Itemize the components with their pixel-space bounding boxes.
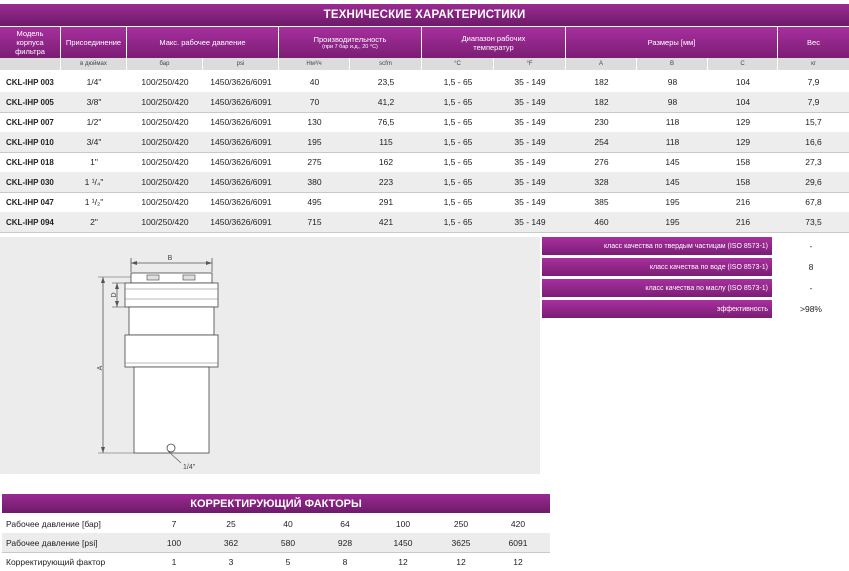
header-temp-label: Диапазон рабочих температур (461, 33, 526, 52)
spec-cell-b: 195 (665, 217, 680, 227)
spec-cell-psi: 1450/3626/6091 (210, 137, 272, 147)
factor-row-label: Рабочее давление [бар] (6, 518, 101, 529)
port-right (183, 275, 195, 280)
factor-value: 40 (283, 518, 293, 529)
spec-cell-nm3h: 715 (307, 217, 322, 227)
header-flow-sub: (при 7 бар и.д., 20 °С) (322, 43, 378, 50)
spec-row (0, 92, 849, 112)
spec-cell-conn: 3/8" (86, 97, 102, 107)
spec-cell-tc: 1,5 - 65 (443, 177, 473, 187)
factors-title: КОРРЕКТИРУЮЩИЙ ФАКТОРЫ (2, 494, 550, 513)
factor-value: 100 (166, 537, 182, 548)
spec-cell-tf: 35 - 149 (514, 117, 546, 127)
header-flow-label: Производительность (313, 34, 387, 44)
spec-cell-psi: 1450/3626/6091 (210, 157, 272, 167)
unit-inches: в дюймах (61, 58, 127, 70)
spec-cell-psi: 1450/3626/6091 (210, 217, 272, 227)
drain-label: 1/4" (183, 464, 196, 471)
head-collar (129, 307, 214, 335)
spec-cell-kg: 73,5 (805, 217, 822, 227)
bowl-body (134, 367, 209, 453)
header-connection-label: Присоединение (65, 38, 122, 47)
factor-value: 580 (280, 537, 296, 548)
spec-cell-conn: 3/4" (86, 137, 102, 147)
spec-cell-a: 385 (594, 197, 609, 207)
spec-cell-kg: 27,3 (805, 157, 822, 167)
quality-label: класс качества по воде (ISO 8573-1) (542, 258, 772, 276)
spec-cell-conn: 1/4" (86, 77, 102, 87)
spec-cell-b: 195 (665, 197, 680, 207)
spec-cell-scfm: 23,5 (377, 77, 395, 87)
spec-cell-bar: 100/250/420 (141, 217, 189, 227)
spec-cell-b: 98 (667, 77, 678, 87)
spec-cell-tc: 1,5 - 65 (443, 157, 473, 167)
spec-cell-conn: 1 ¹/₂" (84, 197, 104, 207)
factor-value: 7 (171, 518, 177, 529)
header-dims (566, 27, 778, 58)
spec-cell-tc: 1,5 - 65 (443, 217, 473, 227)
spec-cell-b: 118 (665, 117, 680, 127)
spec-cell-nm3h: 130 (307, 117, 322, 127)
factor-row-label: Рабочее давление [psi] (6, 537, 98, 548)
factor-value: 362 (223, 537, 239, 548)
spec-cell-conn: 1" (90, 157, 98, 167)
unit-blank (0, 58, 61, 70)
spec-cell-kg: 7,9 (807, 97, 820, 107)
header-pressure-label: Макс. рабочее давление (159, 38, 246, 47)
head-top (131, 273, 212, 283)
unit-b: B (637, 58, 708, 70)
spec-cell-psi: 1450/3626/6091 (210, 177, 272, 187)
factor-row (2, 514, 550, 533)
unit-a: A (566, 58, 637, 70)
head-body (125, 283, 218, 307)
spec-cell-psi: 1450/3626/6091 (210, 77, 272, 87)
spec-cell-model: CKL-IHP 018 (6, 157, 54, 167)
spec-cell-model: CKL-IHP 094 (6, 217, 54, 227)
spec-cell-scfm: 223 (378, 177, 394, 187)
spec-cell-conn: 1/2" (86, 117, 102, 127)
spec-cell-tc: 1,5 - 65 (443, 77, 473, 87)
unit-celsius: °C (422, 58, 494, 70)
spec-cell-scfm: 41,2 (377, 97, 395, 107)
spec-cell-bar: 100/250/420 (141, 177, 189, 187)
spec-cell-scfm: 76,5 (377, 117, 395, 127)
spec-cell-kg: 7,9 (807, 77, 820, 87)
spec-cell-kg: 16,6 (805, 137, 822, 147)
spec-cell-tc: 1,5 - 65 (443, 197, 473, 207)
spec-cell-tf: 35 - 149 (514, 177, 546, 187)
factor-value: 25 (226, 518, 236, 529)
spec-cell-scfm: 162 (378, 157, 394, 167)
spec-cell-b: 98 (667, 97, 678, 107)
spec-cell-model: CKL-IHP 010 (6, 137, 54, 147)
spec-cell-psi: 1450/3626/6091 (210, 117, 272, 127)
factor-value: 1450 (393, 537, 413, 548)
spec-cell-tc: 1,5 - 65 (443, 137, 473, 147)
spec-cell-scfm: 421 (378, 217, 394, 227)
spec-cell-nm3h: 195 (307, 137, 322, 147)
spec-cell-tc: 1,5 - 65 (443, 97, 473, 107)
spec-cell-nm3h: 380 (307, 177, 322, 187)
spec-cell-c: 129 (735, 137, 751, 147)
spec-row (0, 152, 849, 172)
spec-row (0, 72, 849, 92)
header-pressure (127, 27, 279, 58)
unit-kg: кг (778, 58, 849, 70)
spec-cell-a: 230 (594, 117, 609, 127)
spec-cell-kg: 15,7 (805, 117, 822, 127)
spec-cell-conn: 2" (90, 217, 98, 227)
spec-cell-tf: 35 - 149 (514, 197, 546, 207)
spec-cell-a: 182 (594, 77, 609, 87)
factor-value: 5 (285, 556, 291, 567)
spec-row (0, 132, 849, 152)
spec-cell-c: 216 (735, 217, 751, 227)
factor-row (2, 552, 550, 571)
header-model (0, 27, 61, 58)
unit-nm3h: Нм³/ч (279, 58, 350, 70)
factor-value: 6091 (508, 537, 528, 548)
unit-fahrenheit: °F (494, 58, 566, 70)
factor-value: 928 (337, 537, 353, 548)
row-divider (0, 232, 849, 233)
spec-cell-nm3h: 275 (307, 157, 322, 167)
header-weight-label: Вес (807, 38, 820, 47)
spec-cell-model: CKL-IHP 005 (6, 97, 54, 107)
specs-title: ТЕХНИЧЕСКИЕ ХАРАКТЕРИСТИКИ (0, 4, 849, 26)
spec-cell-tf: 35 - 149 (514, 97, 546, 107)
filter-housing-drawing (0, 237, 540, 474)
spec-cell-model: CKL-IHP 007 (6, 117, 54, 127)
dim-a-label: A (97, 365, 104, 371)
spec-row (0, 192, 849, 212)
spec-cell-tc: 1,5 - 65 (443, 117, 473, 127)
spec-cell-c: 216 (735, 197, 751, 207)
factor-value: 3625 (451, 537, 471, 548)
factor-row (2, 533, 550, 552)
header-flow (279, 27, 422, 58)
port-left (147, 275, 159, 280)
spec-cell-scfm: 115 (379, 137, 393, 147)
spec-cell-psi: 1450/3626/6091 (210, 97, 272, 107)
bowl-ring (125, 335, 218, 367)
spec-cell-kg: 67,8 (805, 197, 822, 207)
spec-cell-a: 182 (594, 97, 609, 107)
spec-cell-bar: 100/250/420 (141, 117, 189, 127)
factor-value: 420 (510, 518, 526, 529)
header-connection (61, 27, 127, 58)
spec-cell-psi: 1450/3626/6091 (210, 197, 272, 207)
spec-cell-c: 129 (735, 117, 751, 127)
dim-b-label: B (167, 255, 173, 262)
factor-value: 3 (228, 556, 234, 567)
spec-cell-b: 118 (665, 137, 680, 147)
spec-cell-c: 104 (735, 77, 751, 87)
factor-value: 12 (398, 556, 408, 567)
quality-label: класс качества по твердым частицам (ISO 8573-1) (542, 237, 772, 255)
spec-cell-model: CKL-IHP 030 (6, 177, 54, 187)
spec-cell-b: 145 (665, 177, 680, 187)
spec-cell-nm3h: 40 (309, 77, 320, 87)
spec-cell-bar: 100/250/420 (141, 157, 189, 167)
spec-cell-bar: 100/250/420 (141, 77, 189, 87)
unit-scfm: scfm (350, 58, 422, 70)
factor-value: 8 (342, 556, 348, 567)
spec-cell-tf: 35 - 149 (514, 157, 546, 167)
spec-row (0, 112, 849, 132)
header-model-label: Модель корпуса фильтра (15, 29, 45, 56)
unit-c: C (708, 58, 778, 70)
quality-value: >98% (800, 304, 822, 314)
spec-cell-tf: 35 - 149 (514, 77, 546, 87)
quality-label: класс качества по маслу (ISO 8573-1) (542, 279, 772, 297)
spec-cell-scfm: 291 (378, 197, 394, 207)
spec-row (0, 212, 849, 232)
spec-cell-bar: 100/250/420 (141, 137, 189, 147)
spec-cell-c: 158 (735, 177, 751, 187)
spec-cell-a: 276 (594, 157, 609, 167)
factor-row-label: Корректирующий фактор (6, 556, 106, 567)
factor-value: 250 (453, 518, 469, 529)
spec-row (0, 172, 849, 192)
spec-cell-nm3h: 70 (309, 97, 320, 107)
unit-bar: бар (127, 58, 203, 70)
factor-value: 12 (513, 556, 523, 567)
spec-cell-model: CKL-IHP 003 (6, 77, 54, 87)
spec-cell-conn: 1 ¹/₄" (84, 177, 104, 187)
factor-value: 100 (395, 518, 411, 529)
quality-label: эффективность (542, 300, 772, 318)
spec-cell-c: 158 (735, 157, 751, 167)
header-weight (778, 27, 849, 58)
unit-psi: psi (203, 58, 279, 70)
factor-value: 1 (171, 556, 177, 567)
spec-cell-nm3h: 495 (307, 197, 322, 207)
spec-cell-a: 254 (594, 137, 609, 147)
spec-cell-tf: 35 - 149 (514, 217, 546, 227)
spec-cell-a: 460 (594, 217, 609, 227)
spec-cell-tf: 35 - 149 (514, 137, 546, 147)
spec-cell-model: CKL-IHP 047 (6, 197, 54, 207)
quality-value: - (809, 241, 813, 251)
dim-d-label: D (111, 292, 118, 298)
header-temp (422, 27, 566, 58)
quality-value: 8 (808, 262, 814, 272)
factor-value: 12 (456, 556, 466, 567)
spec-cell-c: 104 (735, 97, 751, 107)
spec-cell-a: 328 (594, 177, 609, 187)
spec-cell-bar: 100/250/420 (141, 197, 189, 207)
quality-value: - (809, 283, 813, 293)
spec-cell-b: 145 (665, 157, 680, 167)
header-dims-label: Размеры [мм] (647, 38, 696, 47)
spec-cell-bar: 100/250/420 (141, 97, 189, 107)
factor-value: 64 (340, 518, 350, 529)
spec-cell-kg: 29,6 (805, 177, 822, 187)
